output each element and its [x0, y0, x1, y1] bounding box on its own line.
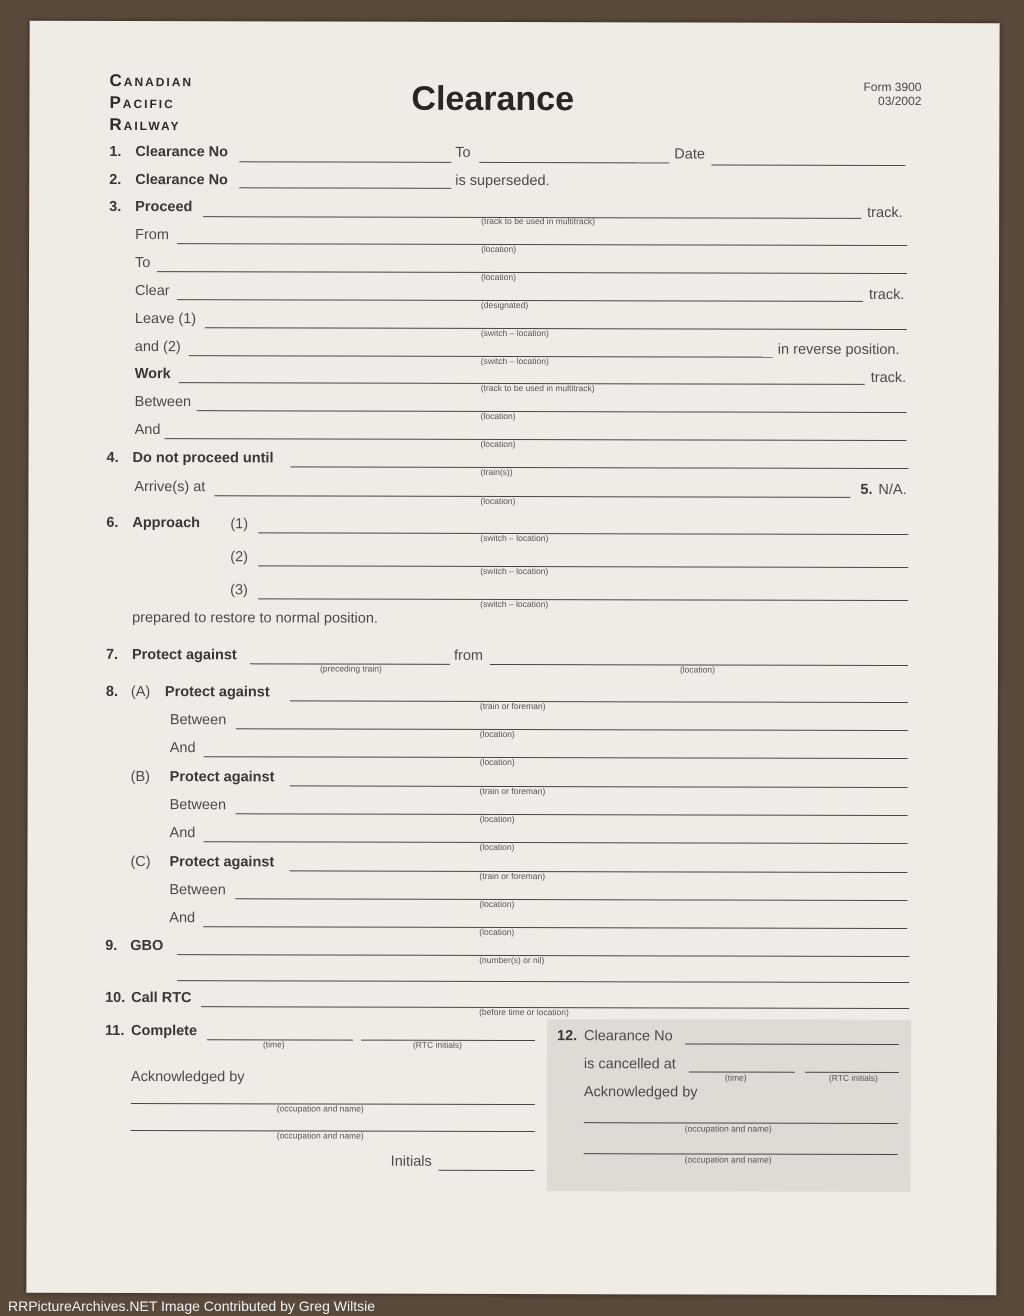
arrives-label: Arrive(s) at	[134, 479, 206, 496]
item-8c-and-field[interactable]	[203, 926, 907, 929]
item-8b-caption: (train or foreman)	[479, 785, 546, 797]
leave-label: Leave (1)	[134, 311, 197, 328]
clearance-date-field[interactable]	[711, 165, 905, 167]
do-not-proceed-label: Do not proceed until	[132, 450, 274, 467]
to-label: To	[135, 255, 151, 272]
item-6-number: 6.	[106, 514, 119, 531]
logo-line-1: Canadian	[109, 70, 194, 91]
approach-label: Approach	[132, 515, 201, 532]
approach-footer: prepared to restore to normal position.	[132, 610, 378, 627]
item-8a-letter: (A)	[130, 683, 151, 701]
complete-label: Complete	[131, 1023, 198, 1040]
from-label: From	[135, 227, 169, 244]
item-8b-letter: (B)	[130, 768, 151, 786]
item-8b-between-caption: (location)	[479, 813, 515, 825]
item-8c-between-caption: (location)	[479, 898, 515, 910]
item-8b-between-field[interactable]	[236, 813, 908, 816]
to-caption: (location)	[480, 271, 516, 283]
cancel-ack-caption-2: (occupation and name)	[684, 1154, 772, 1165]
clear-caption: (designated)	[480, 299, 529, 311]
item-8c-and-label: And	[169, 910, 196, 927]
clearance-to-field[interactable]	[479, 162, 669, 163]
item-8c-and-caption: (location)	[479, 926, 515, 938]
arrives-caption: (location)	[480, 495, 516, 507]
between-label: Between	[134, 394, 192, 411]
and2-caption: (switch – location)	[480, 355, 549, 367]
item-8a-label: Protect against	[164, 684, 270, 701]
item-2-label: Clearance No	[135, 172, 228, 189]
trains-caption: (train(s))	[480, 466, 513, 477]
ack-caption-2: (occupation and name)	[276, 1130, 364, 1141]
item-8b-and-caption: (location)	[479, 841, 515, 853]
and-location-field[interactable]	[165, 438, 907, 441]
item-8b-between-label: Between	[169, 797, 227, 814]
from-location-field[interactable]	[177, 243, 907, 246]
item-8c-between-label: Between	[169, 882, 226, 899]
cancellation-panel	[547, 1019, 911, 1192]
item-8c-caption: (train or foreman)	[479, 870, 546, 882]
cancel-ack-label: Acknowledged by	[583, 1084, 698, 1101]
item-8a-protect-field[interactable]	[290, 700, 908, 703]
item-8b-label: Protect against	[169, 769, 275, 786]
item-7-from-label: from	[453, 647, 484, 664]
item-8c-letter: (C)	[130, 853, 151, 871]
approach-2-label: (2)	[230, 549, 249, 566]
item-8a-and-caption: (location)	[479, 756, 515, 768]
approach-2-caption: (switch – location)	[480, 565, 549, 577]
item-8a-and-field[interactable]	[204, 756, 908, 759]
initials-field[interactable]	[439, 1170, 535, 1171]
item-8-number: 8.	[105, 683, 119, 700]
item-12-label: Clearance No	[583, 1028, 673, 1045]
form-title: Clearance	[411, 79, 575, 119]
preceding-caption: (preceding train)	[319, 663, 382, 674]
item-8b-and-label: And	[169, 825, 196, 842]
item-2-suffix: is superseded.	[455, 172, 550, 190]
item-8b-protect-field[interactable]	[290, 785, 908, 788]
approach-1-label: (1)	[230, 516, 249, 533]
item-8a-between-field[interactable]	[236, 728, 908, 731]
complete-time-caption: (time)	[262, 1039, 285, 1050]
do-not-proceed-field[interactable]	[290, 466, 908, 469]
logo-line-3: Railway	[109, 114, 181, 135]
cancelled-at-label: is cancelled at	[583, 1056, 676, 1073]
clearance-form-sheet	[26, 21, 999, 1296]
reverse-position-label: in reverse position.	[777, 341, 900, 359]
item-12-number: 12.	[556, 1028, 578, 1045]
approach-3-field[interactable]	[258, 598, 908, 601]
cancel-ack-caption-1: (occupation and name)	[684, 1123, 772, 1134]
to-location-field[interactable]	[157, 271, 907, 274]
item-1-to-label: To	[455, 144, 471, 161]
item-8b-and-field[interactable]	[204, 841, 908, 844]
item-8c-between-field[interactable]	[235, 898, 907, 901]
clear-label: Clear	[134, 283, 170, 300]
proceed-caption: (track to be used in multitrack)	[481, 215, 596, 227]
gbo-field-2[interactable]	[177, 980, 909, 983]
item-8c-protect-field[interactable]	[289, 870, 907, 873]
company-logo	[109, 70, 193, 136]
approach-2-field[interactable]	[258, 565, 908, 568]
form-number	[831, 80, 921, 108]
work-track-suffix: track.	[870, 369, 907, 387]
item-9-number: 9.	[105, 937, 118, 954]
item-7-number: 7.	[105, 646, 119, 663]
approach-1-field[interactable]	[258, 532, 908, 535]
logo-line-2: Pacific	[109, 92, 175, 113]
call-rtc-label: Call RTC	[131, 990, 192, 1007]
item-2-number: 2.	[109, 171, 122, 188]
item-8c-label: Protect against	[169, 854, 275, 871]
leave-caption: (switch – location)	[480, 327, 549, 339]
item-11-number: 11.	[105, 1022, 125, 1039]
item-1-label: Clearance No	[135, 144, 229, 161]
proceed-track-suffix: track.	[867, 204, 903, 222]
image-credit: RRPictureArchives.NET Image Contributed by Greg Wiltsie	[8, 1298, 375, 1314]
and2-label: and (2)	[134, 339, 181, 356]
item-8a-between-caption: (location)	[479, 728, 515, 740]
leave-switch-field[interactable]	[205, 327, 907, 330]
item-4-number: 4.	[106, 449, 119, 466]
call-rtc-caption: (before time or location)	[479, 1006, 569, 1018]
between-location-field[interactable]	[197, 410, 907, 413]
from-caption: (location)	[481, 243, 517, 255]
work-caption: (track to be used in multitrack)	[480, 382, 595, 394]
item-7-location-caption: (location)	[679, 664, 715, 675]
cancelled-rtc-caption: (RTC initials)	[828, 1072, 878, 1083]
gbo-caption: (number(s) or nil)	[479, 954, 545, 966]
ack-by-label: Acknowledged by	[130, 1069, 245, 1086]
approach-3-label: (3)	[230, 582, 248, 599]
between-caption: (location)	[480, 410, 516, 422]
item-8a-and-label: And	[169, 740, 196, 757]
work-label: Work	[134, 366, 171, 383]
gbo-label: GBO	[130, 937, 164, 955]
proceed-label: Proceed	[135, 199, 193, 216]
and-label: And	[134, 422, 161, 439]
item-1-number: 1.	[109, 143, 122, 160]
item-5-number: 5.	[860, 481, 873, 498]
form-number-label: Form 3900	[863, 79, 922, 95]
item-10-number: 10.	[105, 989, 126, 1006]
ack-caption-1: (occupation and name)	[276, 1103, 364, 1114]
form-date: 03/2002	[878, 93, 922, 109]
approach-1-caption: (switch – location)	[480, 532, 549, 544]
and-caption: (location)	[480, 438, 516, 450]
item-8a-caption: (train or foreman)	[479, 700, 546, 712]
item-1-date-label: Date	[674, 146, 705, 163]
clearance-no-field[interactable]	[239, 161, 451, 163]
item-7-label: Protect against	[131, 647, 237, 664]
initials-label: Initials	[390, 1153, 432, 1170]
item-3-number: 3.	[109, 198, 122, 215]
item-5-value: N/A.	[878, 481, 907, 499]
arrives-location-field[interactable]	[214, 495, 850, 498]
cancelled-time-caption: (time)	[724, 1072, 747, 1083]
item-8a-between-label: Between	[169, 712, 227, 729]
complete-rtc-caption: (RTC initials)	[412, 1039, 462, 1050]
superseded-clearance-field[interactable]	[239, 187, 451, 189]
approach-3-caption: (switch – location)	[480, 598, 549, 610]
clear-track-suffix: track.	[868, 286, 905, 304]
